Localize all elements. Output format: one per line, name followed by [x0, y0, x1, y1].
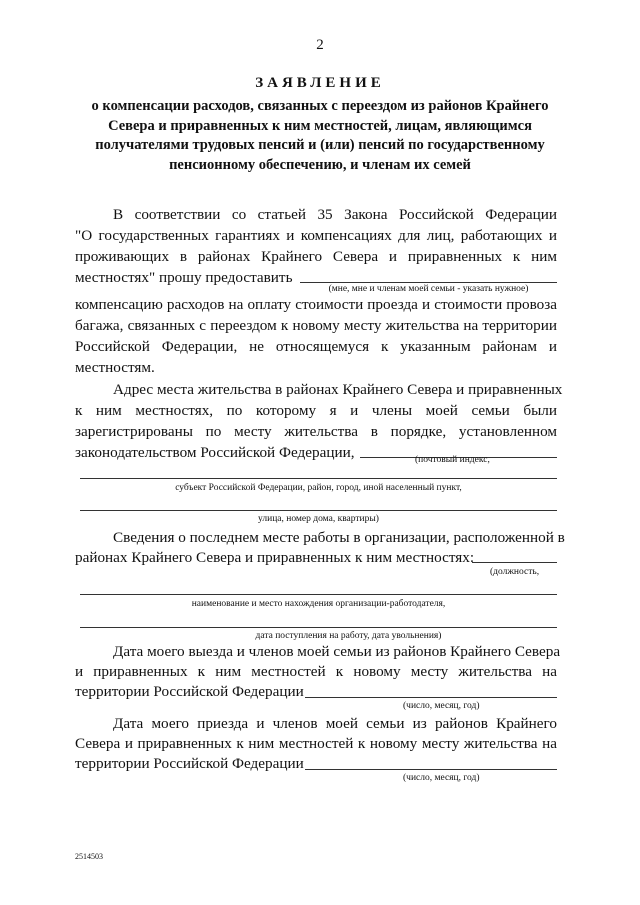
paragraph-line: Сведения о последнем месте работы в организации, расположенной в	[113, 529, 565, 546]
departure-date-field[interactable]	[305, 697, 557, 698]
paragraph-line: Дата моего приезда и членов моей семьи из районов Крайнего	[113, 715, 557, 732]
paragraph-line: багажа, связанных с переездом к новому месту жительства на территории	[75, 317, 557, 334]
subtitle-line: о компенсации расходов, связанных с переездом из районов Крайнего	[91, 98, 549, 114]
paragraph-line: Адрес места жительства в районах Крайнего Севера и приравненных	[113, 381, 563, 398]
region-caption: субъект Российской Федерации, район, город, иной населенный пункт,	[175, 483, 462, 493]
recipient-caption: (мне, мне и членам моей семьи - указать нужное)	[328, 284, 529, 294]
paragraph-line: В соответствии со статьей 35 Закона Российской Федерации	[113, 206, 557, 223]
document-code: 2514503	[75, 852, 103, 861]
arrival-date-caption: (число, месяц, год)	[403, 773, 480, 783]
employer-caption: наименование и место нахождения организации-работодателя,	[191, 599, 446, 609]
document-title: ЗАЯВЛЕНИЕ	[255, 75, 385, 91]
position-caption: (должность,	[490, 567, 540, 577]
region-field[interactable]	[80, 478, 557, 479]
employer-field[interactable]	[80, 594, 557, 595]
employment-dates-caption: дата поступления на работу, дата увольнения)	[255, 631, 442, 641]
subtitle-line: получателями трудовых пенсий и (или) пенсий по государственному	[95, 137, 545, 153]
paragraph-line: законодательством Российской Федерации,	[75, 444, 355, 461]
paragraph-line: местностям.	[75, 359, 155, 376]
paragraph-line: "О государственных гарантиях и компенсациях для лиц, работающих и	[75, 227, 557, 244]
paragraph-line: Севера и приравненных к ним местностей к новому месту жительства на	[75, 735, 557, 752]
employment-dates-field[interactable]	[80, 627, 557, 628]
page-number: 2	[316, 37, 324, 53]
subtitle-line: пенсионному обеспечению, и членам их семей	[169, 157, 471, 173]
paragraph-line: компенсацию расходов на оплату стоимости проезда и стоимости провоза	[75, 296, 557, 313]
paragraph-line: местностях" прошу предоставить	[75, 269, 293, 286]
paragraph-line: зарегистрированы по месту жительства в порядке, установленном	[75, 423, 557, 440]
paragraph-line: проживающих в районах Крайнего Севера и приравненных к ним	[75, 248, 557, 265]
paragraph-line: территории Российской Федерации	[75, 755, 304, 772]
paragraph-line: Российской Федерации, не относящемуся к указанным районам и	[75, 338, 557, 355]
street-caption: улица, номер дома, квартиры)	[258, 514, 379, 524]
paragraph-line: территории Российской Федерации	[75, 683, 304, 700]
position-field[interactable]	[472, 562, 557, 563]
arrival-date-field[interactable]	[305, 769, 557, 770]
postal-index-caption: (почтовый индекс,	[415, 455, 490, 465]
paragraph-line: Дата моего выезда и членов моей семьи из районов Крайнего Севера	[113, 643, 561, 660]
paragraph-line: к ним местностях, по которому я и члены моей семьи были	[75, 402, 557, 419]
paragraph-line: районах Крайнего Севера и приравненных к ним местностях:	[75, 549, 475, 566]
departure-date-caption: (число, месяц, год)	[403, 701, 480, 711]
subtitle-line: Севера и приравненных к ним местностей, лицам, являющимся	[108, 118, 532, 134]
paragraph-line: и приравненных к ним местностей к новому месту жительства на	[75, 663, 557, 680]
street-field[interactable]	[80, 510, 557, 511]
